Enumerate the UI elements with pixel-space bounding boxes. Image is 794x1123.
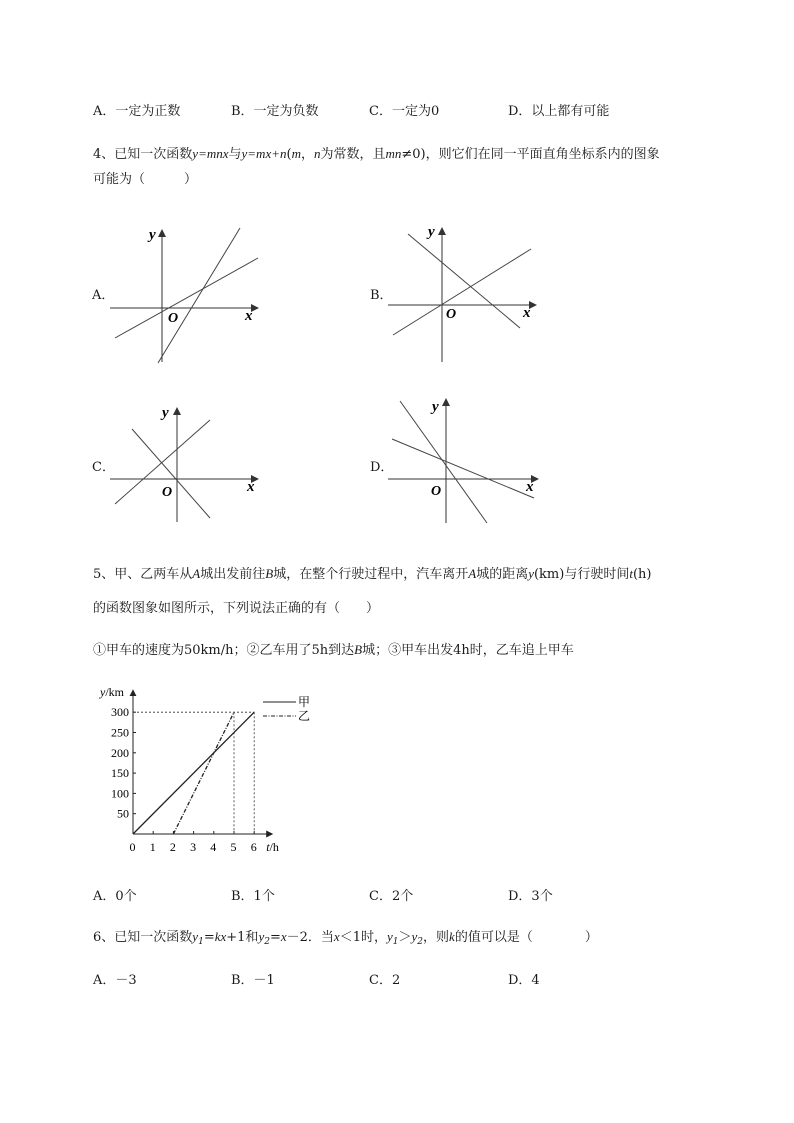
x-tick-label: 3 [190,840,197,854]
x-tick-label: 4 [210,840,217,854]
q6-text: = [269,930,281,945]
origin-label: O [162,485,173,500]
q6-var-k: k [449,929,455,944]
q5-var-y: y [528,566,534,581]
q4-graph-d [388,395,548,527]
q6-text: ，则 [423,930,450,945]
q3-option-d[interactable]: D．以上都有可能 [508,104,610,119]
q4-stem-line2: 可能为（ ） [93,172,198,187]
x-tick-label: 5 [230,840,237,854]
q6-var-kx: kx [214,929,227,944]
y-axis-label: y [432,399,439,415]
q5-text: 城，在整个行驶过程中，汽车离开 [273,567,469,582]
q5-statements [93,639,574,658]
q4-option-d-label[interactable]: D． [370,460,394,475]
q5-city-a: A [468,566,477,581]
line-1 [393,249,531,335]
q5-number: 5、 [93,567,115,582]
legend-label-yi: 乙 [298,709,311,723]
y-axis-label: y/km [100,685,124,700]
q5-statement-text: ①甲车的速度为50km/h；②乙车用了5h到达 [93,643,355,658]
q5-option-c[interactable]: C．2个 [369,889,414,904]
q4-text: ≠0)，则它们在同一平面直角坐标系内的图象 [401,147,660,162]
y-axis-label: y [149,227,156,243]
q6-text: ＞ [398,930,412,945]
q4-formula-2: y=mx+n [241,146,287,161]
q5-text: 城的距离 [476,567,529,582]
q4-text: 与 [228,147,242,162]
q6-option-c[interactable]: C．2 [369,973,401,988]
x-axis-label: x [526,479,534,495]
x-axis-label: x [523,305,531,321]
line-2 [132,429,210,518]
line-1 [115,258,258,338]
q4-option-c-label[interactable]: C． [92,460,115,475]
q6-text: －2．当 [286,930,334,945]
q6-text: 已知一次函数 [114,930,193,945]
q6-var-x: x [280,929,287,944]
line-2 [408,234,520,328]
y-axis-label: y [428,224,435,240]
q6-var-x: x [333,929,340,944]
line-2 [158,228,240,363]
y-tick-label: 150 [111,766,129,781]
q5-option-d[interactable]: D．3个 [508,889,553,904]
q5-city-a: A [192,566,201,581]
legend-label-jia: 甲 [298,695,311,709]
y-tick-label: 100 [111,786,129,801]
q6-text: = [203,930,215,945]
q3-option-c[interactable]: C．一定为0 [369,104,440,119]
x-tick-label: 2 [169,840,176,854]
q5-option-b[interactable]: B．1个 [231,889,275,904]
q6-stem [93,926,598,947]
q6-option-d[interactable]: D．4 [508,973,540,988]
q5-stem-line2: 的函数图象如图所示，下列说法正确的有（ ） [93,601,380,616]
q4-formula-1: y=mnx [192,146,229,161]
q5-statement-text: 城；③甲车出发4h时，乙车追上甲车 [362,643,574,658]
q4-var-n: n [313,146,321,161]
q4-graph-a [110,220,270,365]
q6-subscript: 1 [392,937,399,947]
q6-option-b[interactable]: B．－1 [231,973,275,988]
q6-text: 的值可以是（ ） [454,930,598,945]
x-tick-label: 1 [149,840,156,854]
q4-text: 为常数，且 [320,147,386,162]
q4-text: ， [300,147,314,162]
q5-text: (km)与行驶时间 [533,567,630,582]
q6-option-a[interactable]: A．－3 [93,973,137,988]
x-axis-label: x [247,479,255,495]
origin-label: O [446,307,457,322]
q4-graph-c [110,402,270,527]
q5-text: (h) [632,567,652,582]
q4-text: 已知一次函数 [114,147,193,162]
q5-distance-time-chart [93,684,323,859]
q6-text: +1和 [226,930,259,945]
x-axis-label: t/h [266,840,279,854]
q4-text: ( [286,147,292,162]
line-2 [400,401,487,523]
q6-text: ＜1时， [339,930,387,945]
y-tick-label: 300 [111,705,129,720]
q6-var-y: y [411,929,418,944]
origin-label: O [168,311,179,326]
q6-var-y: y [192,929,199,944]
q6-subscript: 1 [198,937,204,947]
origin-label: O [431,484,442,499]
q6-subscript: 2 [264,937,270,947]
q6-var-y: y [386,929,393,944]
y-tick-label: 50 [117,806,129,821]
q6-number: 6、 [93,930,115,945]
q5-var-t: t [629,566,633,581]
q4-number: 4、 [93,147,115,162]
x-axis-label: x [245,308,253,324]
q3-option-b[interactable]: B．一定为负数 [231,104,319,119]
y-tick-label: 200 [111,745,129,760]
series-line-jia [133,712,254,834]
q4-option-a-label[interactable]: A． [92,288,115,303]
y-axis-label: y [162,405,169,421]
q4-option-b-label[interactable]: B． [370,288,393,303]
series-line-yi [173,712,234,834]
q4-stem [93,143,660,162]
y-tick-label: 250 [111,725,129,740]
q4-var-mn: mn [385,146,402,161]
q4-var-m: m [291,146,301,161]
q3-option-a[interactable]: A．一定为正数 [93,104,181,119]
q6-var-y: y [258,929,265,944]
q5-city-b: B [354,642,363,657]
x-tick-label: 6 [250,840,257,854]
q5-stem [93,563,652,582]
x-tick-label: 0 [129,840,136,854]
q5-text: 城出发前往 [200,567,266,582]
q4-graph-b [388,220,548,365]
q5-option-a[interactable]: A．0个 [93,889,137,904]
q6-subscript: 2 [417,937,424,947]
q5-text: 甲、乙两车从 [114,567,193,582]
q5-city-b: B [265,566,274,581]
